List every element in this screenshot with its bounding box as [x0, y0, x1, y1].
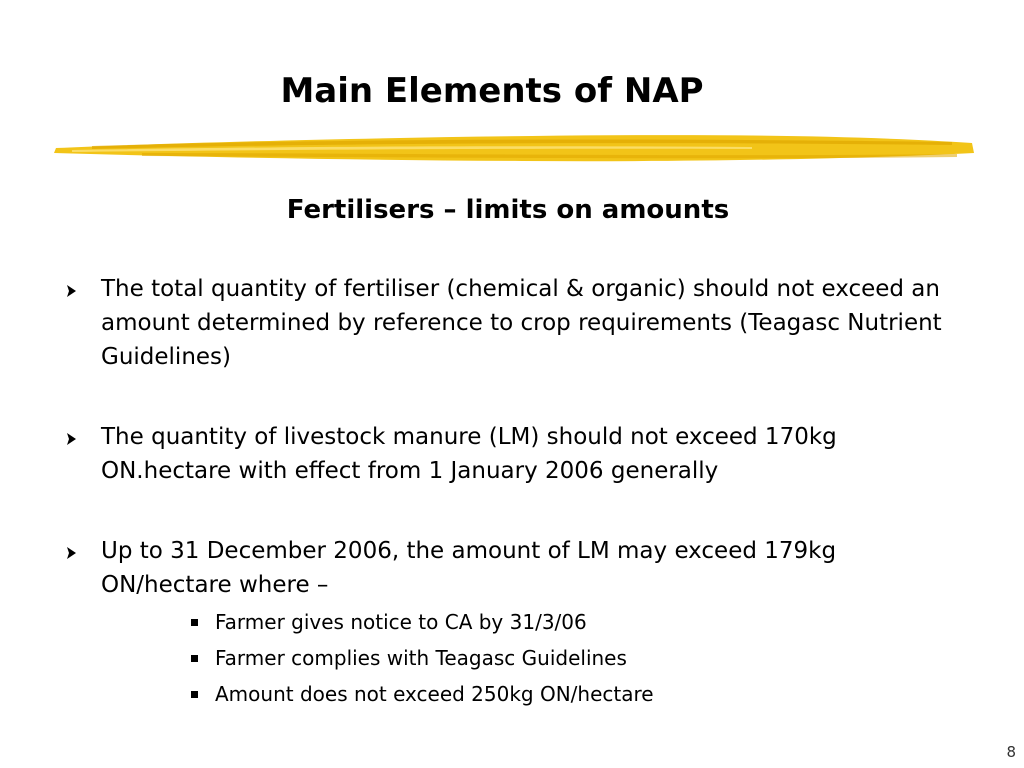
sub-bullet-item: [191, 676, 958, 712]
bullet-list: [58, 272, 958, 712]
bullet-item: [58, 534, 958, 712]
yellow-brush-stroke: [52, 126, 976, 168]
sub-bullet-text: Farmer complies with Teagasc Guidelines: [215, 646, 627, 670]
page-number: 8: [1006, 743, 1016, 761]
bullet-text: The quantity of livestock manure (LM) should not exceed 170kg ON.hectare with effect from 1 January 2006 generally: [101, 424, 837, 484]
sub-bullet-text: Amount does not exceed 250kg ON/hectare: [215, 682, 654, 706]
sub-bullet-item: [191, 640, 958, 676]
bullet-text: Up to 31 December 2006, the amount of LM may exceed 179kg ON/hectare where –: [101, 538, 837, 598]
arrow-right-icon: [66, 546, 78, 560]
sub-bullet-list: [101, 604, 958, 712]
sub-bullet-item: [191, 604, 958, 640]
slide-title: Main Elements of NAP: [280, 71, 704, 111]
arrow-right-icon: [66, 284, 78, 298]
slide-subtitle: Fertilisers – limits on amounts: [286, 195, 730, 225]
arrow-right-icon: [66, 432, 78, 446]
square-bullet-icon: [191, 691, 198, 698]
square-bullet-icon: [191, 655, 198, 662]
sub-bullet-text: Farmer gives notice to CA by 31/3/06: [215, 610, 587, 634]
bullet-text: The total quantity of fertiliser (chemical & organic) should not exceed an amount determined by reference to crop requirements (Teagasc Nutrient Guidelines): [101, 276, 942, 370]
bullet-item: [58, 420, 958, 488]
square-bullet-icon: [191, 619, 198, 626]
bullet-item: [58, 272, 958, 374]
